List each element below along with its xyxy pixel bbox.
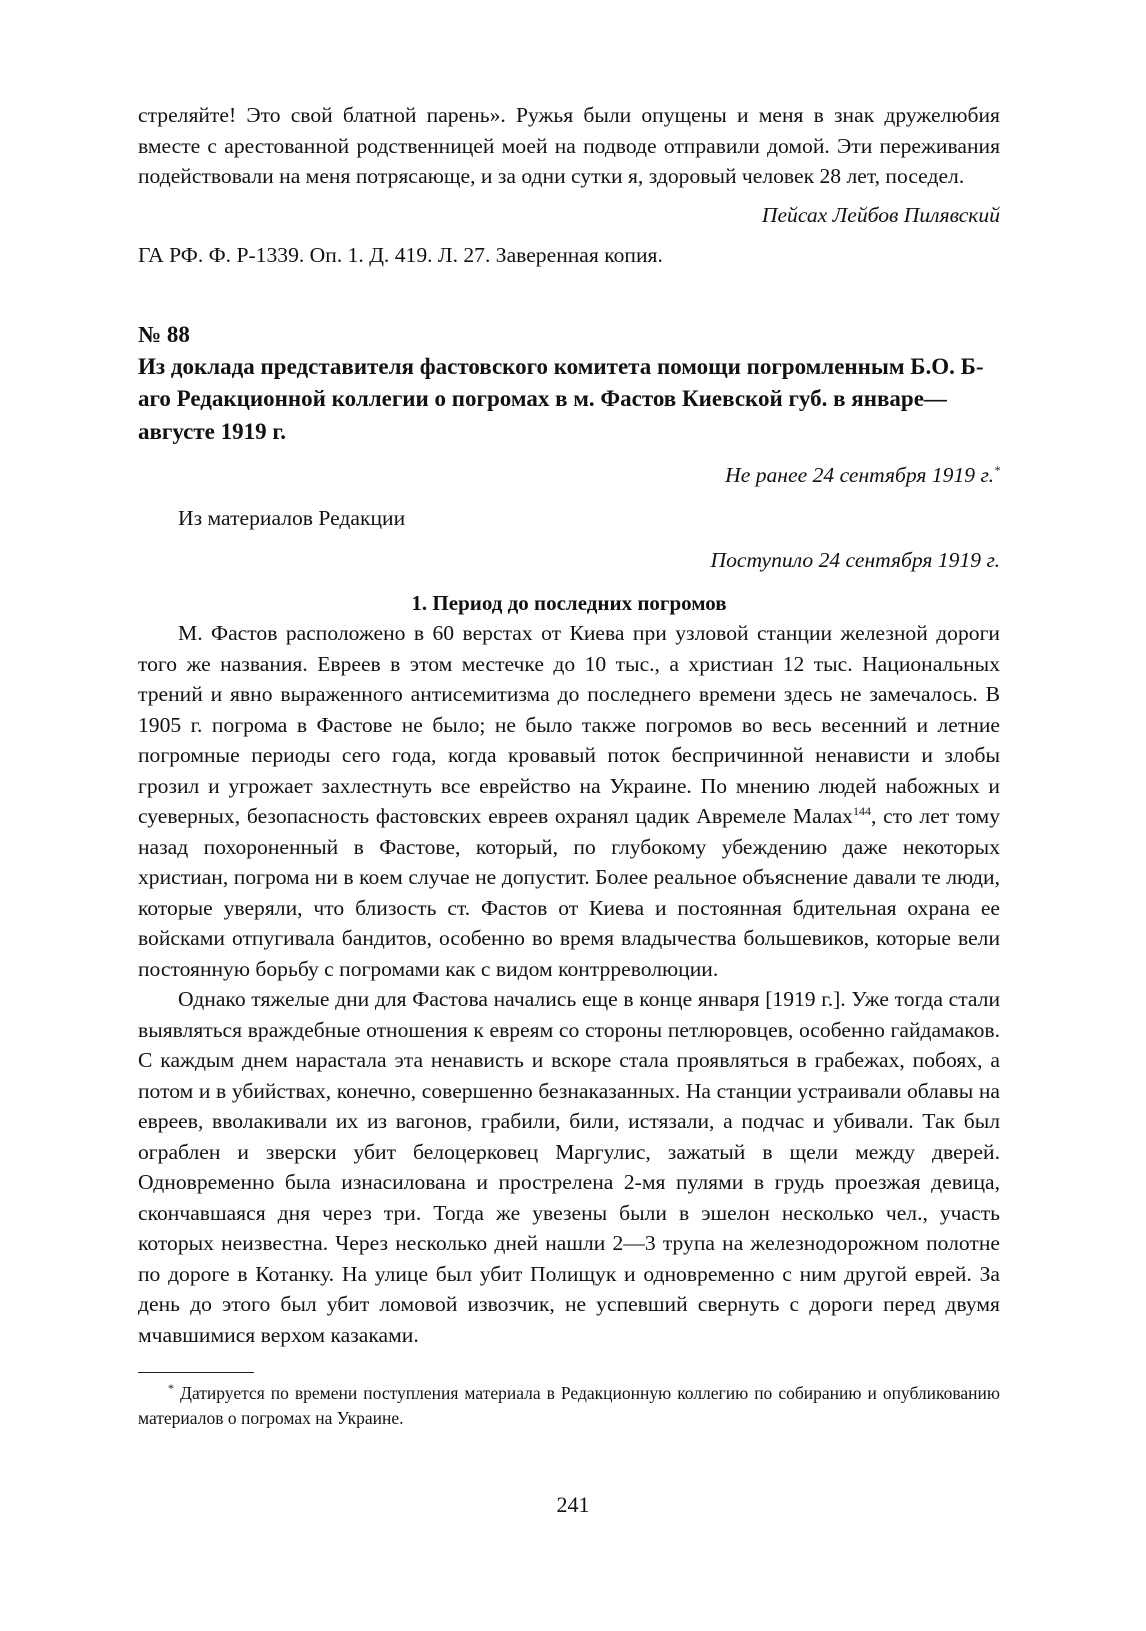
footnote-divider bbox=[138, 1372, 254, 1373]
body-paragraph-2: Однако тяжелые дни для Фастова начались еще в конце января [1919 г.]. Уже тогда стали выявляться враждебные отношения к евреям со стороны петлюровцев, особенно гайдамаков. С каждым днем нарастала эта ненависть и вскоре стала проявляться в грабежах, побоях, а потом и в убийствах, конечно, совершенно безнаказанных. На станции устраивали облавы на евреев, вволакивали их из вагонов, грабили, били, истязали, а подчас и убивали. Так был ограблен и зверски убит белоцерковец Маргулис, зажатый в щели между дверей. Одновременно была изнасилована и прострелена 2-мя пулями в грудь проезжая девица, скончавшаяся дня через три. Тогда же увезены были в эшелон несколько чел., участь которых неизвестна. Через несколько дней нашли 2—3 трупа на железнодорожном полотне по дороге в Котанку. На улице был убит Полищук и одновременно с ним другой еврей. За день до этого был убит ломовой извозчик, не успевший свернуть с дороги перед двумя мчавшимися верхом казаками. bbox=[138, 987, 1000, 1347]
date-footnote-mark: * bbox=[994, 462, 1000, 477]
signature: Пейсах Лейбов Пилявский bbox=[761, 202, 1000, 227]
carry-over-paragraph: стреляйте! Это свой блатной парень». Ружья были опущены и меня в знак дружелюбия вместе с арестованной родственницей моей на подводе отправили домой. Эти переживания подействовали на меня потрясающе, и за одни сутки я, здоровый человек 28 лет, поседел. bbox=[138, 103, 1000, 188]
source-note: Из материалов Редакции bbox=[178, 505, 406, 530]
page-number: 241 bbox=[556, 1492, 590, 1517]
body-paragraph-1 bbox=[138, 618, 1000, 984]
archive-reference: ГА РФ. Ф. Р-1339. Оп. 1. Д. 419. Л. 27. Заверенная копия. bbox=[138, 243, 663, 267]
document-number: № 88 bbox=[138, 321, 190, 347]
paragraph-1-text-a: М. Фастов расположено в 60 верстах от Киева при узловой станции железной дороги того же названия. Евреев в этом местечке до 10 тыс., а христиан 12 тыс. Национальных трений и явно выраженного антисемитизма до последнего времени здесь не замечалось. В 1905 г. погрома в Фастове не было; не было также погромов во весь весенний и летние погромные периоды сего года, когда кровавый поток беспричинной ненависти и злобы грозил и угрожает захлестнуть все еврейство на Украине. По мнению людей набожных и суеверных, безопасность фастовских евреев охранял цадик Авремеле Малах bbox=[138, 621, 1000, 828]
document-date bbox=[138, 460, 1000, 491]
endnote-reference: 144 bbox=[852, 803, 871, 818]
footnote-mark: * bbox=[168, 1381, 174, 1396]
document-title: Из доклада представителя фастовского комитета помощи погромленным Б.О. Б-аго Редакционной коллегии о погромах в м. Фастов Киевской губ. в январе—августе 1919 г. bbox=[138, 353, 984, 444]
footnote-text: Датируется по времени поступления материала в Редакционную коллегию по собиранию и опубликованию материалов о погромах на Украине. bbox=[138, 1383, 1000, 1428]
paragraph-1-text-b: , сто лет тому назад похороненный в Фастове, который, по глубокому убеждению даже некоторых христиан, погрома ни в коем случае не допустит. Более реальное объяснение давали те люди, которые уверяли, что близость ст. Фастов от Киева и постоянная бдительная охрана ее войсками отпугивала бандитов, особенно во время владычества большевиков, которые вели постоянную борьбу с погромами как с видом контрреволюции. bbox=[138, 804, 1000, 981]
footnote bbox=[138, 1381, 1000, 1431]
document-date-text: Не ранее 24 сентября 1919 г. bbox=[725, 463, 994, 487]
section-heading: 1. Период до последних погромов bbox=[411, 590, 727, 615]
received-date: Поступило 24 сентября 1919 г. bbox=[710, 548, 1000, 572]
